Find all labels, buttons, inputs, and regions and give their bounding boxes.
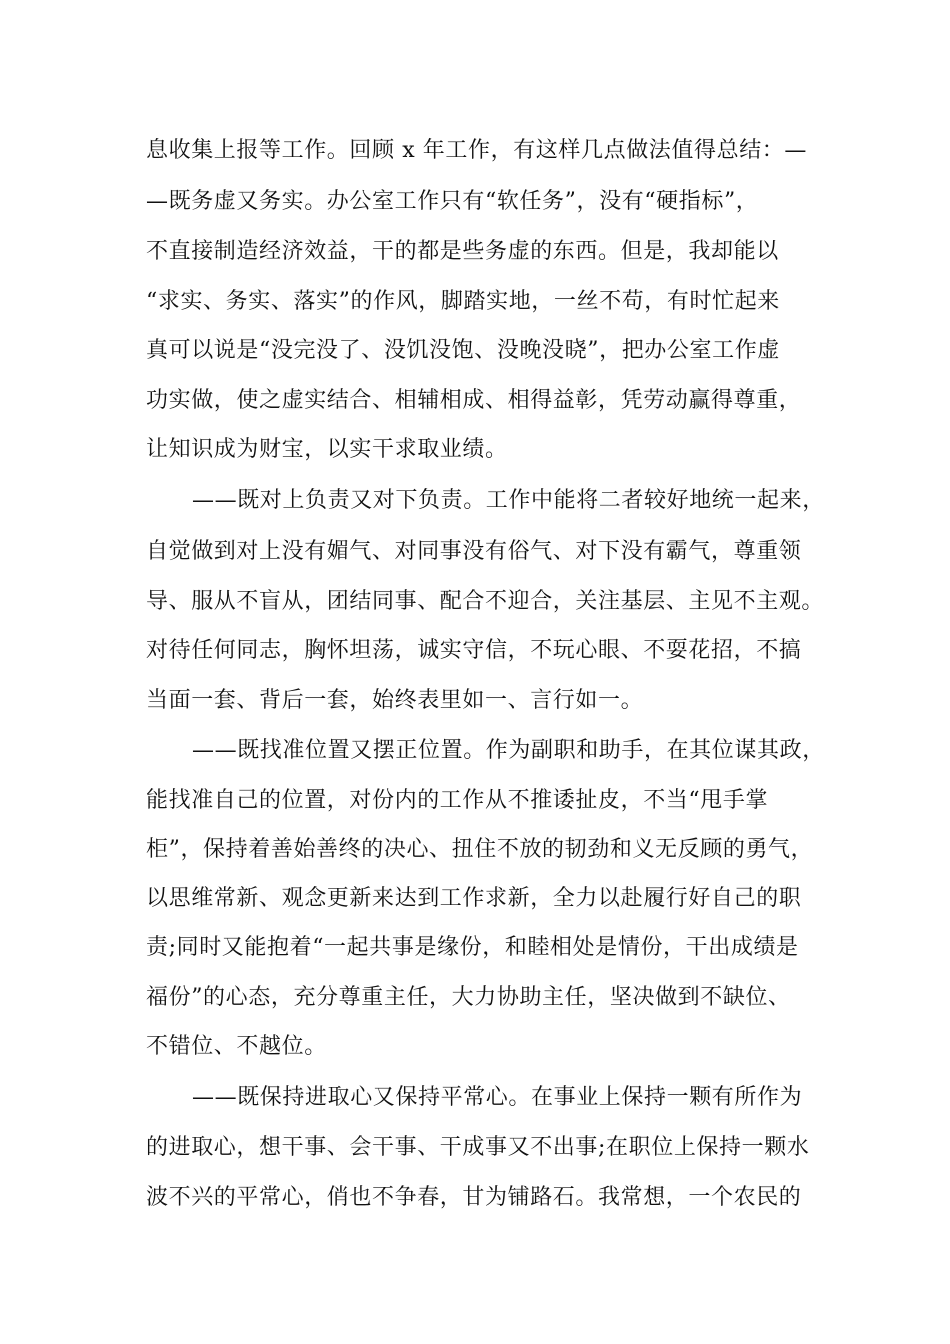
text-line-20: ——既保持进取心又保持平常心。在事业上保持一颗有所作为 [192, 1085, 803, 1110]
text-line-8: ——既对上负责又对下负责。工作中能将二者较好地统一起来， [192, 488, 825, 513]
text-line-15: 柜”，保持着善始善终的决心、扭住不放的韧劲和义无反顾的勇气， [146, 837, 814, 862]
text-line-19: 不错位、不越位。 [146, 1034, 327, 1059]
text-line-22: 波不兴的平常心，俏也不争春，甘为铺路石。我常想，一个农民的 [146, 1185, 802, 1210]
text-line-2: —既务虚又务实。办公室工作只有“软任务”，没有“硬指标”， [146, 189, 759, 214]
text-line-11: 对待任何同志，胸怀坦荡，诚实守信，不玩心眼、不耍花招，不搞 [146, 638, 802, 663]
text-line-3: 不直接制造经济效益，干的都是些务虚的东西。但是，我却能以 [146, 239, 779, 264]
text-line-18: 福份”的心态，充分尊重主任，大力协助主任，坚决做到不缺位、 [146, 985, 791, 1010]
text-line-10: 导、服从不盲从，团结同事、配合不迎合，关注基层、主见不主观。 [146, 589, 825, 614]
text-line-1: 息收集上报等工作。回顾 x 年工作，有这样几点做法值得总结：— [146, 138, 807, 163]
text-line-12: 当面一套、背后一套，始终表里如一、言行如一。 [146, 688, 644, 713]
text-line-5: 真可以说是“没完没了、没饥没饱、没晚没晓”，把办公室工作虚 [146, 338, 780, 363]
text-line-6: 功实做，使之虚实结合、相辅相成、相得益彰，凭劳动赢得尊重， [146, 388, 802, 413]
text-line-9: 自觉做到对上没有媚气、对同事没有俗气、对下没有霸气，尊重领 [146, 539, 802, 564]
text-line-17: 责;同时又能抱着“一起共事是缘份，和睦相处是情份，干出成绩是 [146, 935, 799, 960]
text-line-7: 让知识成为财宝，以实干求取业绩。 [146, 437, 508, 462]
text-line-21: 的进取心，想干事、会干事、干成事又不出事;在职位上保持一颗水 [146, 1135, 810, 1160]
text-line-14: 能找准自己的位置，对份内的工作从不推诿扯皮，不当“甩手掌 [146, 788, 769, 813]
text-line-16: 以思维常新、观念更新来达到工作求新，全力以赴履行好自己的职 [146, 886, 802, 911]
text-line-13: ——既找准位置又摆正位置。作为副职和助手，在其位谋其政， [192, 738, 825, 763]
text-line-4: “求实、务实、落实”的作风，脚踏实地，一丝不苟，有时忙起来 [146, 289, 780, 314]
